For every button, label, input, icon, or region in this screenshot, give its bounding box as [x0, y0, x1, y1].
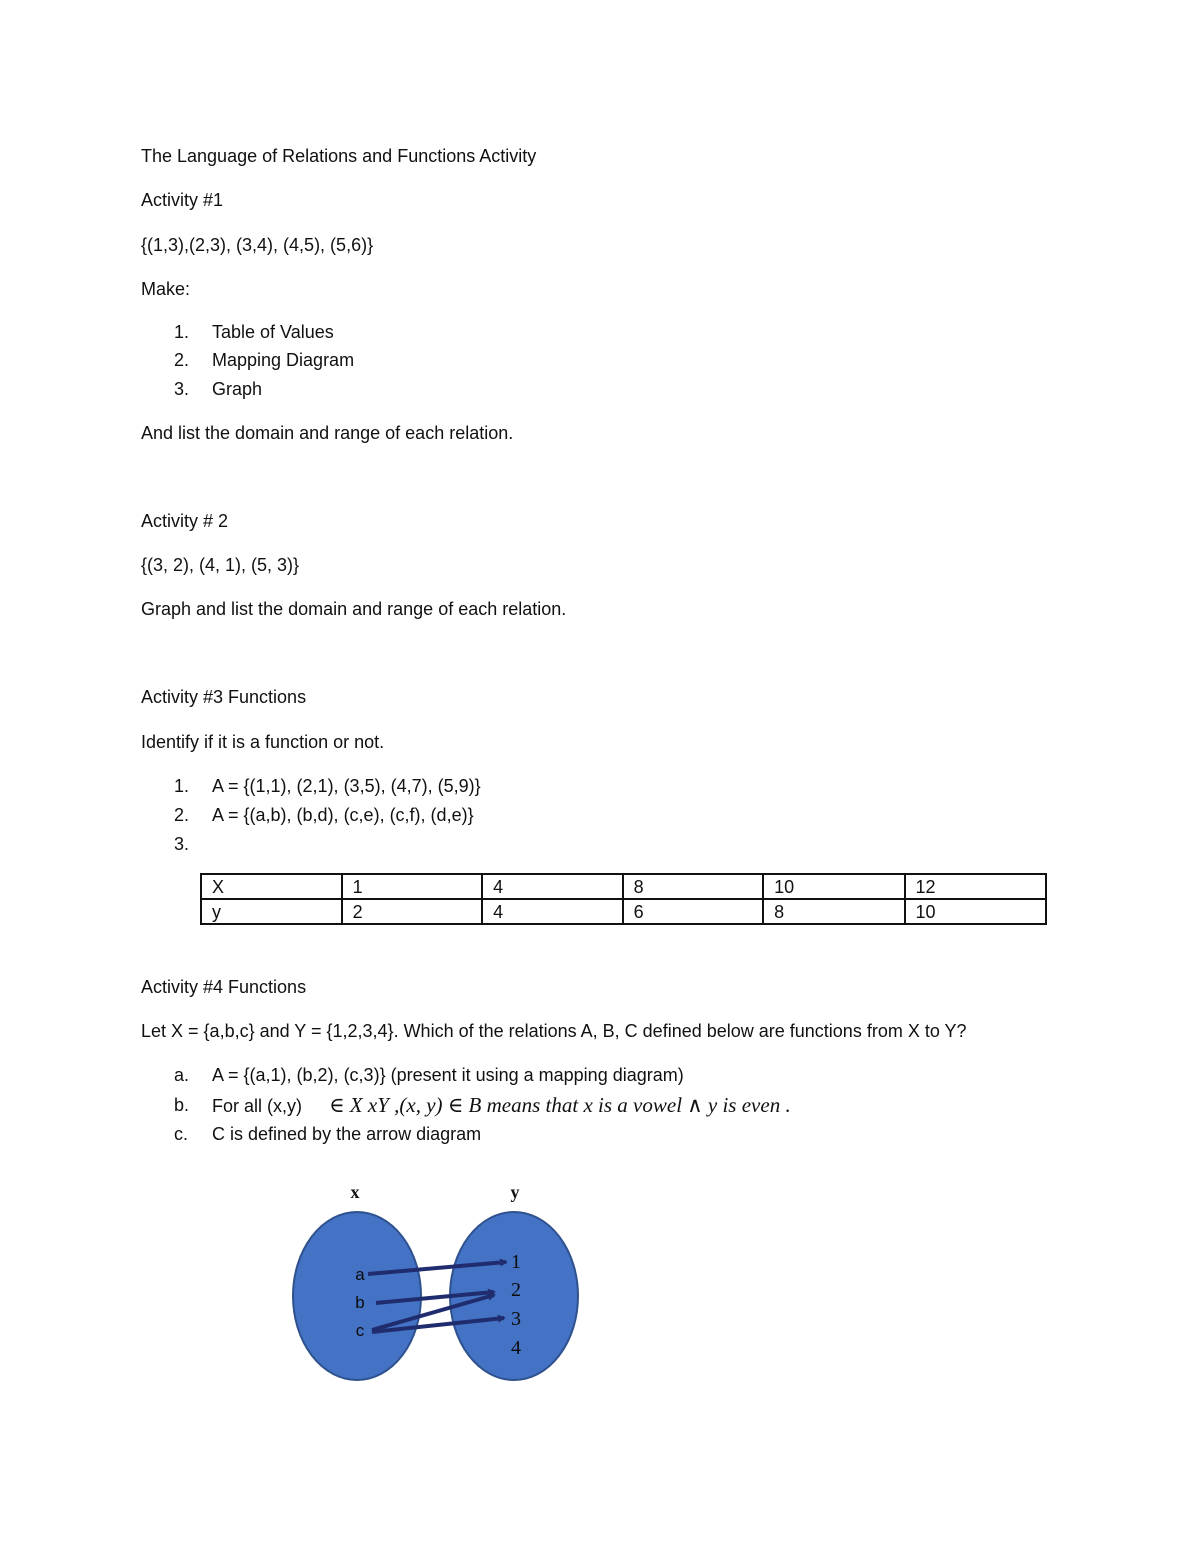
table-cell: 8: [763, 899, 904, 924]
activity2-instruction: Graph and list the domain and range of each relation.: [141, 599, 567, 619]
table-cell: 4: [482, 874, 622, 899]
document-title: The Language of Relations and Functions Activity: [141, 146, 537, 166]
activity3-heading: Activity #3 Functions: [141, 687, 307, 707]
table-row: [201, 899, 1046, 924]
activity4-heading: Activity #4 Functions: [141, 977, 307, 997]
table-cell: 8: [623, 874, 763, 899]
list-item: Table of Values: [212, 322, 334, 342]
list-number: 3.: [174, 379, 190, 399]
list-number: a.: [174, 1065, 190, 1085]
math-expression: ∈ X xY ,(x, y) ∈ B means that x is a vowel ∧ y is even .: [329, 1093, 791, 1117]
activity1-set: {(1,3),(2,3), (3,4), (4,5), (5,6)}: [141, 235, 374, 255]
activity2-heading: Activity # 2: [141, 511, 229, 531]
list-number: b.: [174, 1095, 190, 1115]
table-cell: 2: [342, 899, 482, 924]
list-item: [212, 1093, 791, 1118]
list-number: 1.: [174, 776, 190, 796]
table-cell: 4: [482, 899, 622, 924]
activity1-make-label: Make:: [141, 279, 191, 299]
activity4-question: Let X = {a,b,c} and Y = {1,2,3,4}. Which of the relations A, B, C defined below are functions from X to Y?: [141, 1021, 967, 1041]
values-table: [200, 873, 1047, 925]
arrow-diagram: [270, 1170, 600, 1410]
list-item: Mapping Diagram: [212, 350, 355, 370]
set-y-label: y: [510, 1182, 520, 1202]
element-c: c: [355, 1321, 365, 1340]
element-2: 2: [511, 1279, 521, 1301]
list-item: A = {(a,1), (b,2), (c,3)} (present it using a mapping diagram): [212, 1065, 684, 1085]
list-number: 3.: [174, 834, 190, 854]
activity1-instruction: And list the domain and range of each relation.: [141, 423, 514, 443]
activity2-set: {(3, 2), (4, 1), (5, 3)}: [141, 555, 300, 575]
element-b: b: [355, 1293, 365, 1312]
table-cell: y: [201, 899, 342, 924]
table-cell: 1: [342, 874, 482, 899]
list-item: A = {(a,b), (b,d), (c,e), (c,f), (d,e)}: [212, 805, 474, 825]
table-row: [201, 874, 1046, 899]
activity1-heading: Activity #1: [141, 190, 224, 210]
list-number: 1.: [174, 322, 190, 342]
element-a: a: [355, 1265, 365, 1284]
list-item-text: For all (x,y): [212, 1096, 302, 1116]
table-cell: X: [201, 874, 342, 899]
table-cell: 6: [623, 899, 763, 924]
list-number: 2.: [174, 805, 190, 825]
list-number: c.: [174, 1124, 189, 1144]
list-item: C is defined by the arrow diagram: [212, 1124, 482, 1144]
activity3-instruction: Identify if it is a function or not.: [141, 732, 385, 752]
set-x-label: x: [350, 1182, 360, 1202]
list-number: 2.: [174, 350, 190, 370]
table-cell: 10: [905, 899, 1046, 924]
table-cell: 10: [763, 874, 904, 899]
element-3: 3: [511, 1308, 521, 1330]
element-1: 1: [511, 1251, 521, 1273]
table-cell: 12: [905, 874, 1046, 899]
list-item: A = {(1,1), (2,1), (3,5), (4,7), (5,9)}: [212, 776, 481, 796]
list-item: Graph: [212, 379, 263, 399]
element-4: 4: [511, 1337, 521, 1359]
